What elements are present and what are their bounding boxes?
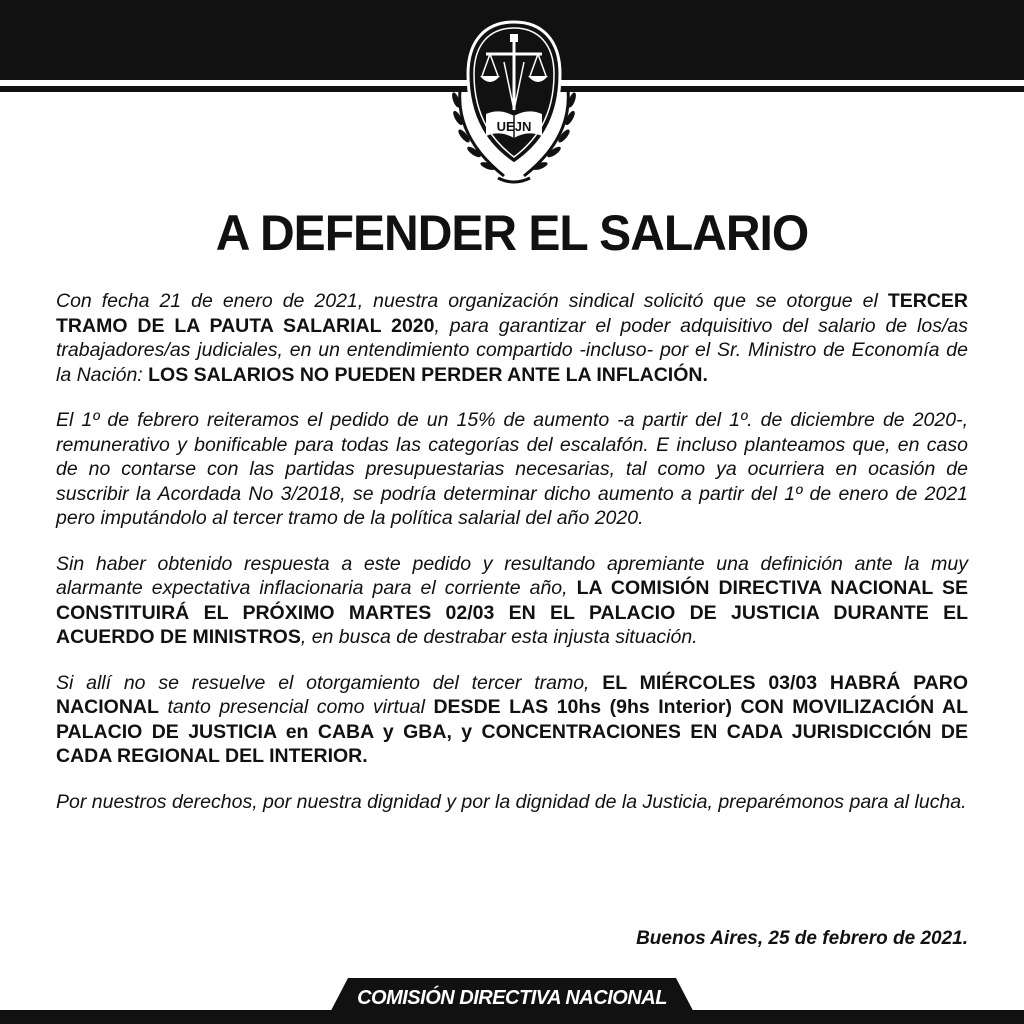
uejn-logo [446,18,582,190]
paragraph-4: Si allí no se resuelve el otorgamiento del tercer tramo, EL MIÉRCOLES 03/03 HABRÁ PARO NACIONAL tanto presencial como virtual DESDE LAS 10hs (9hs Interior) CON MOVILIZACIÓN AL PALACIO DE JUSTICIA en CABA y GBA, y CONCENTRACIONES EN CADA JURISDICCIÓN DE CADA REGIONAL DEL INTERIOR. [56,671,969,767]
logo-text: UEJN [496,119,532,134]
paragraph-5: Por nuestros derechos, por nuestra dignidad y por la dignidad de la Justicia, preparémonos para al lucha. [56,790,967,813]
page-title: A DEFENDER EL SALARIO [215,205,809,262]
statement-body [56,289,968,835]
paragraph-2: El 1º de febrero reiteramos el pedido de un 15% de aumento -a partir del 1º. de diciembre de 2020-, remunerativo y bonificable para todas las categorías del escalafón. E incluso planteamos que, en caso de no contarse con las partidas presupuestarias necesarias, tal como ya ocurriera en ocasión de suscribir la Acordada No 3/2018, se podría determinar dicho aumento a partir del 1º de enero de 2021 pero imputándolo al tercer tramo de la política salarial del año 2020. [56,409,968,529]
paragraph-1: Con fecha 21 de enero de 2021, nuestra organización sindical solicitó que se otorgue el TERCER TRAMO DE LA PAUTA SALARIAL 2020, para garantizar el poder adquisitivo del salario de los/as trabajadores/as judiciales, en un entendimiento compartido -incluso- por el Sr. Ministro de Economía de la Nación: LOS SALARIOS NO PUEDEN PERDER ANTE LA INFLACIÓN. [56,290,968,386]
signature-date: Buenos Aires, 25 de febrero de 2021. [636,928,968,949]
paragraph-3: Sin haber obtenido respuesta a este pedido y resultando apremiante una definición ante la muy alarmante expectativa inflacionaria para el corriente año, LA COMISIÓN DIRECTIVA NACIONAL SE CONSTITUIRÁ EL PRÓXIMO MARTES 02/03 EN EL PALACIO DE JUSTICIA DURANTE EL ACUERDO DE MINISTROS, en busca de destrabar esta injusta situación. [56,552,968,648]
footer-label: COMISIÓN DIRECTIVA NACIONAL [357,987,667,1009]
